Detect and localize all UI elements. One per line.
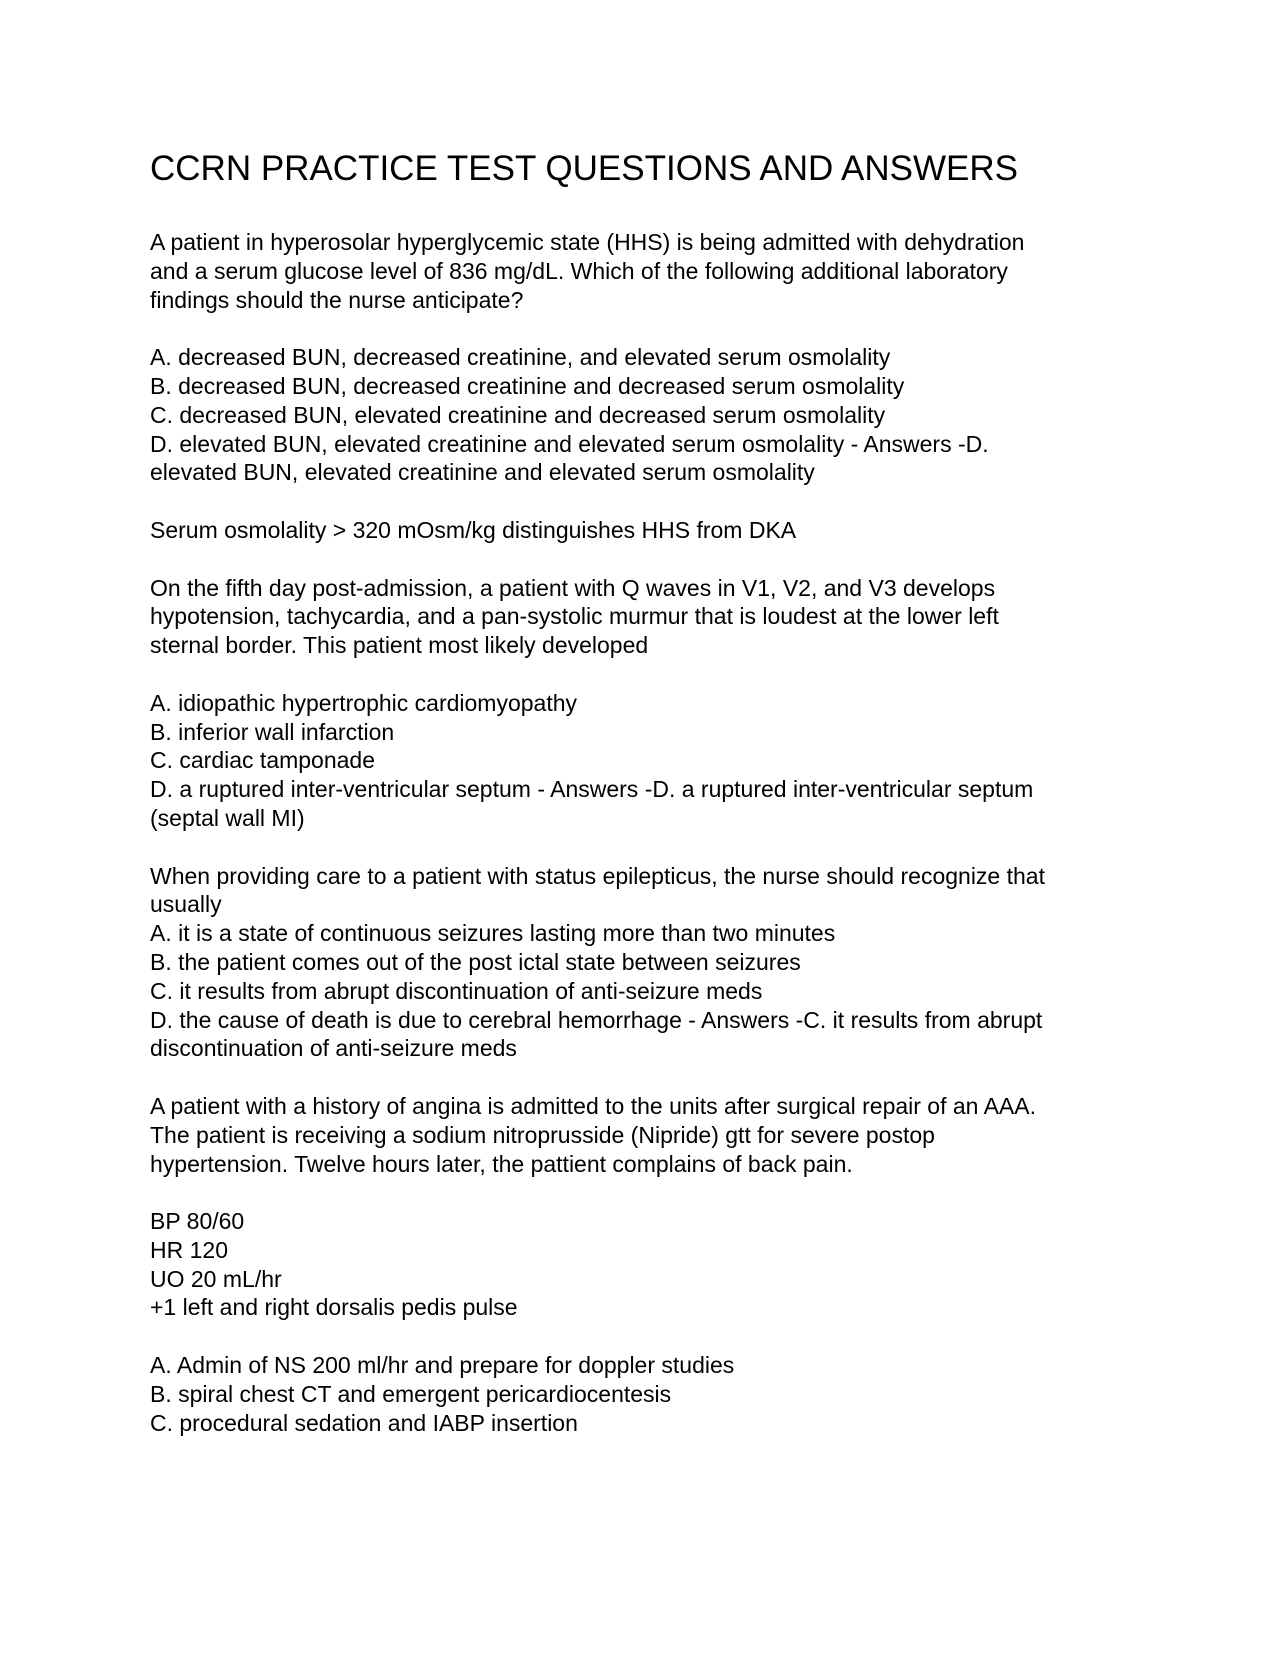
vital-hr: HR 120	[150, 1236, 228, 1263]
question-4-stem	[150, 1092, 1140, 1178]
question-4-options	[150, 1351, 1140, 1437]
option-b: B. the patient comes out of the post ictal state between seizures	[150, 948, 801, 975]
option-c: C. it results from abrupt discontinuation of anti-seizure meds	[150, 977, 763, 1004]
option-d-answer: D. elevated BUN, elevated creatinine and elevated serum osmolality - Answers -D.	[150, 430, 989, 457]
text-line: A patient in hyperosolar hyperglycemic state (HHS) is being admitted with dehydration	[150, 229, 1025, 255]
text-line: hypotension, tachycardia, and a pan-systolic murmur that is loudest at the lower left	[150, 603, 999, 630]
document-title: CCRN PRACTICE TEST QUESTIONS AND ANSWERS	[150, 149, 1019, 188]
option-a: A. Admin of NS 200 ml/hr and prepare for doppler studies	[150, 1352, 735, 1379]
text-line: When providing care to a patient with status epilepticus, the nurse should recognize that	[150, 862, 1045, 889]
vital-pulse: +1 left and right dorsalis pedis pulse	[150, 1294, 518, 1321]
question-3	[150, 862, 1140, 1064]
option-b: B. spiral chest CT and emergent pericardiocentesis	[150, 1380, 672, 1407]
question-1-options	[150, 343, 1140, 487]
option-d-answer: D. a ruptured inter-ventricular septum - Answers -D. a ruptured inter-ventricular septum	[150, 776, 1034, 803]
text-line: A patient with a history of angina is admitted to the units after surgical repair of an AAA.	[150, 1092, 1036, 1119]
option-c: C. decreased BUN, elevated creatinine and decreased serum osmolality	[150, 401, 886, 428]
rationale-line: Serum osmolality > 320 mOsm/kg distinguishes HHS from DKA	[150, 516, 797, 543]
option-b: B. inferior wall infarction	[150, 718, 395, 745]
option-c: C. procedural sedation and IABP insertion	[150, 1409, 578, 1436]
text-line: On the fifth day post-admission, a patient with Q waves in V1, V2, and V3 develops	[150, 574, 996, 601]
option-a: A. decreased BUN, decreased creatinine, and elevated serum osmolality	[150, 344, 891, 371]
text-line: sternal border. This patient most likely developed	[150, 632, 649, 659]
option-d-answer: D. the cause of death is due to cerebral hemorrhage - Answers -C. it results from abrupt	[150, 1006, 1043, 1033]
text-line: hypertension. Twelve hours later, the pattient complains of back pain.	[150, 1150, 853, 1177]
option-a: A. idiopathic hypertrophic cardiomyopathy	[150, 689, 578, 716]
vital-uo: UO 20 mL/hr	[150, 1265, 282, 1292]
vital-bp: BP 80/60	[150, 1208, 245, 1235]
option-b: B. decreased BUN, decreased creatinine and decreased serum osmolality	[150, 372, 905, 399]
option-a: A. it is a state of continuous seizures lasting more than two minutes	[150, 920, 836, 947]
question-1-rationale	[150, 516, 1140, 545]
question-1-stem	[150, 228, 1140, 314]
text-line: The patient is receiving a sodium nitroprusside (Nipride) gtt for severe postop	[150, 1121, 935, 1148]
question-2-stem	[150, 574, 1140, 660]
answer-continuation: discontinuation of anti-seizure meds	[150, 1035, 517, 1062]
text-line: findings should the nurse anticipate?	[150, 286, 524, 313]
answer-continuation: (septal wall MI)	[150, 804, 305, 831]
option-c: C. cardiac tamponade	[150, 747, 376, 774]
text-line: usually	[150, 891, 222, 918]
text-line: and a serum glucose level of 836 mg/dL. Which of the following additional laboratory	[150, 257, 1008, 284]
question-4-vitals	[150, 1207, 1140, 1322]
question-2-options	[150, 689, 1140, 833]
document-page	[150, 148, 1140, 1466]
answer-continuation: elevated BUN, elevated creatinine and elevated serum osmolality	[150, 459, 815, 486]
